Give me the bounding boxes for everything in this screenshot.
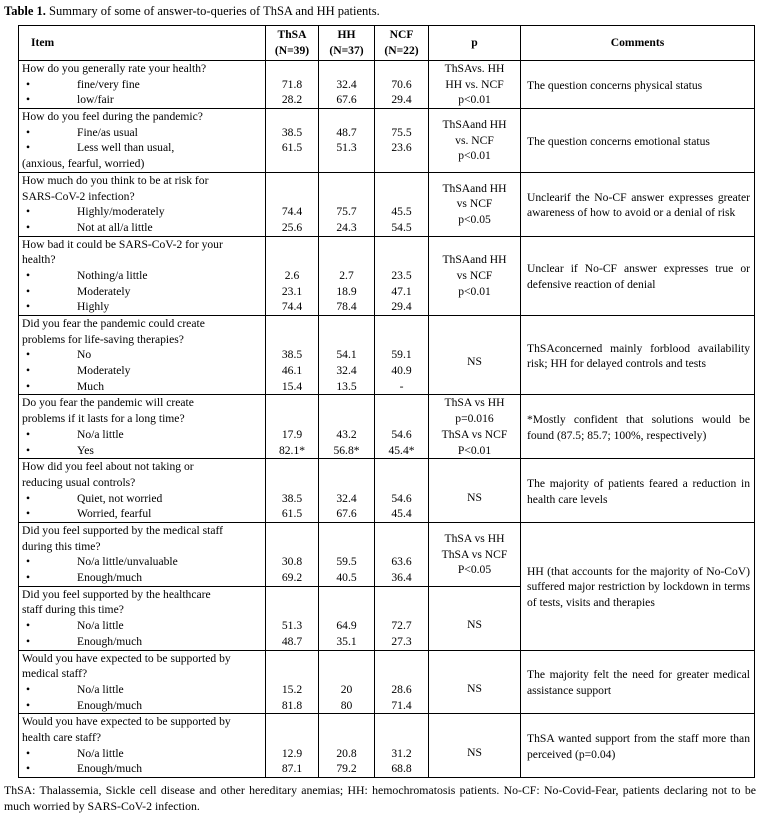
answer-label: Nothing/a little xyxy=(77,268,148,282)
question-text: Did you fear the pandemic could create xyxy=(22,317,205,331)
answer-label: No/a little xyxy=(77,682,124,696)
bullet-icon: • xyxy=(26,348,31,362)
header-item: Item xyxy=(19,26,266,61)
table-row xyxy=(19,395,755,459)
thsa-value: 81.8 xyxy=(281,698,303,712)
answer-option xyxy=(22,698,262,714)
p-value: P<0.05 xyxy=(457,563,492,577)
thsa-value: 61.5 xyxy=(281,141,303,155)
table-footnote: ThSA: Thalassemia, Sickle cell disease and other hereditary anemias; HH: hemochromatosis patients. No-CF: No-Covid-Fear, patients declaring not to be much worried by SARS-CoV-2 infection. xyxy=(4,783,756,813)
ncf-cell xyxy=(375,586,429,650)
hh-value: 43.2 xyxy=(336,427,357,441)
bullet-icon: • xyxy=(26,762,31,776)
comment-cell xyxy=(521,395,755,459)
answer-option xyxy=(22,268,262,284)
p-cell xyxy=(429,714,521,778)
answer-label: Highly/moderately xyxy=(77,205,165,219)
item-cell xyxy=(19,316,266,395)
answer-extra: (anxious, fearful, worried) xyxy=(22,157,145,171)
hh-value: 48.7 xyxy=(336,125,357,139)
question-text: health care staff? xyxy=(22,730,101,744)
answer-label: Fine/as usual xyxy=(77,125,138,139)
p-value: vs NCF xyxy=(456,268,493,282)
answer-option xyxy=(22,618,262,634)
item-cell xyxy=(19,236,266,315)
hh-value: 54.1 xyxy=(336,348,357,362)
comment-cell xyxy=(521,236,755,315)
p-cell xyxy=(429,586,521,650)
table-row xyxy=(19,236,755,315)
question-text: health? xyxy=(22,253,56,267)
p-value: ThSA vs NCF xyxy=(441,427,508,441)
comment-text: *Mostly confident that solutions would be found (87.5; 85.7; 100%, respectively) xyxy=(527,413,750,442)
ncf-value: 68.8 xyxy=(391,762,412,776)
ncf-value: 54.6 xyxy=(391,491,412,505)
hh-cell xyxy=(319,650,375,714)
thsa-value: 17.9 xyxy=(281,427,303,441)
summary-table xyxy=(18,25,755,778)
question-text: Did you feel supported by the medical staff xyxy=(22,524,224,538)
ncf-value: 27.3 xyxy=(391,634,412,648)
thsa-cell xyxy=(266,61,319,109)
answer-label: Worried, fearful xyxy=(77,507,152,521)
bullet-icon: • xyxy=(26,93,31,107)
answer-option xyxy=(22,491,262,507)
ncf-value: 75.5 xyxy=(391,125,412,139)
answer-label: No/a little/unvaluable xyxy=(77,555,178,569)
hh-cell xyxy=(319,523,375,587)
thsa-value: 23.1 xyxy=(281,284,303,298)
hh-cell xyxy=(319,172,375,236)
answer-option xyxy=(22,379,262,395)
comment-cell xyxy=(521,316,755,395)
bullet-icon: • xyxy=(26,205,31,219)
thsa-cell xyxy=(266,586,319,650)
table-row xyxy=(19,61,755,109)
bullet-icon: • xyxy=(26,746,31,760)
answer-option xyxy=(22,746,262,762)
item-cell xyxy=(19,714,266,778)
answer-option xyxy=(22,554,262,570)
question-text: How did you feel about not taking or xyxy=(22,460,194,474)
hh-value: 18.9 xyxy=(336,284,357,298)
ncf-cell xyxy=(375,459,429,523)
comment-text: The question concerns physical status xyxy=(527,78,703,92)
question-text: How bad it could be SARS-CoV-2 for your xyxy=(22,237,223,251)
thsa-cell xyxy=(266,395,319,459)
p-cell xyxy=(429,109,521,173)
thsa-cell xyxy=(266,650,319,714)
answer-option xyxy=(22,427,262,443)
p-cell xyxy=(429,316,521,395)
header-row xyxy=(19,26,755,61)
answer-label: No/a little xyxy=(77,619,124,633)
bullet-icon: • xyxy=(26,77,31,91)
ncf-cell xyxy=(375,61,429,109)
answer-label: No/a little xyxy=(77,427,124,441)
ncf-cell xyxy=(375,316,429,395)
hh-value: 67.6 xyxy=(336,507,357,521)
answer-label: No xyxy=(77,348,92,362)
p-value: p<0.01 xyxy=(458,284,491,298)
question-text: Do you fear the pandemic will create xyxy=(22,396,194,410)
p-value: vs NCF xyxy=(456,197,493,211)
question-text: How do you generally rate your health? xyxy=(22,62,207,75)
hh-value: 59.5 xyxy=(336,555,357,569)
header-ncf: NCF (N=22) xyxy=(375,26,429,61)
comment-cell xyxy=(521,61,755,109)
p-value: P<0.01 xyxy=(457,443,492,457)
hh-value: 40.5 xyxy=(336,571,357,585)
answer-label: Moderately xyxy=(77,284,131,298)
p-value: p<0.05 xyxy=(458,213,491,227)
hh-value: 78.4 xyxy=(336,300,357,314)
hh-value: 35.1 xyxy=(336,634,357,648)
answer-label: Enough/much xyxy=(77,698,143,712)
answer-option xyxy=(22,299,262,315)
hh-value: 51.3 xyxy=(336,141,357,155)
question-text: Would you have expected to be supported by xyxy=(22,651,231,665)
p-value: NS xyxy=(467,745,482,759)
comment-cell xyxy=(521,172,755,236)
answer-option xyxy=(22,682,262,698)
thsa-value: 38.5 xyxy=(281,348,303,362)
bullet-icon: • xyxy=(26,364,31,378)
thsa-cell xyxy=(266,172,319,236)
p-value: vs. NCF xyxy=(455,133,494,147)
thsa-value: 82.1* xyxy=(278,443,306,457)
thsa-cell xyxy=(266,459,319,523)
thsa-value: 30.8 xyxy=(281,555,303,569)
comment-cell xyxy=(521,109,755,173)
question-text: reducing usual controls? xyxy=(22,475,136,489)
hh-value: 2.7 xyxy=(339,268,354,282)
item-cell xyxy=(19,61,266,109)
bullet-icon: • xyxy=(26,268,31,282)
ncf-value: 36.4 xyxy=(391,571,412,585)
hh-value: 24.3 xyxy=(336,220,357,234)
question-text: problems for life-saving therapies? xyxy=(22,332,184,346)
question-text: medical staff? xyxy=(22,667,88,681)
hh-value: 20 xyxy=(340,682,353,696)
p-cell xyxy=(429,236,521,315)
hh-cell xyxy=(319,109,375,173)
p-value: NS xyxy=(467,490,482,504)
comment-text: Unclear if No-CF answer expresses true or defensive reaction of denial xyxy=(527,262,750,291)
table-row xyxy=(19,714,755,778)
bullet-icon: • xyxy=(26,682,31,696)
answer-option xyxy=(22,125,262,141)
thsa-value: 25.6 xyxy=(281,220,303,234)
thsa-cell xyxy=(266,236,319,315)
p-value: p=0.016 xyxy=(455,412,494,426)
item-cell xyxy=(19,459,266,523)
bullet-icon: • xyxy=(26,571,31,585)
answer-label: Enough/much xyxy=(77,762,143,776)
answer-option xyxy=(22,761,262,777)
caption-label: Table 1. xyxy=(4,4,46,18)
comment-cell xyxy=(521,714,755,778)
answer-label: Yes xyxy=(77,443,94,457)
question-text: Did you feel supported by the healthcare xyxy=(22,587,211,601)
hh-cell xyxy=(319,586,375,650)
ncf-value: 29.4 xyxy=(391,93,412,107)
ncf-cell xyxy=(375,172,429,236)
p-value: NS xyxy=(467,618,482,632)
comment-text: The majority felt the need for greater medical assistance support xyxy=(527,668,750,697)
caption-text: Summary of some of answer-to-queries of ThSA and HH patients. xyxy=(45,4,380,18)
question-text: Would you have expected to be supported by xyxy=(22,715,231,729)
bullet-icon: • xyxy=(26,443,31,457)
hh-value: 13.5 xyxy=(336,379,357,393)
comment-text: ThSAconcerned mainly forblood availability risk; HH for delayed controls and tests xyxy=(527,341,750,371)
thsa-value: 12.9 xyxy=(281,746,303,760)
comment-text: ThSA wanted support from the staff more than perceived (p=0.04) xyxy=(527,731,750,761)
ncf-value: 45.5 xyxy=(391,205,412,219)
bullet-icon: • xyxy=(26,427,31,441)
table-row xyxy=(19,459,755,523)
answer-label: Moderately xyxy=(77,364,131,378)
thsa-value: 71.8 xyxy=(281,77,303,91)
item-cell xyxy=(19,523,266,587)
hh-cell xyxy=(319,395,375,459)
thsa-value: 74.4 xyxy=(281,205,303,219)
thsa-value: 15.2 xyxy=(281,682,303,696)
hh-value: 56.8* xyxy=(333,443,360,457)
p-value: ThSA vs HH xyxy=(444,531,505,545)
ncf-cell xyxy=(375,714,429,778)
thsa-value: 38.5 xyxy=(281,491,303,505)
thsa-value: 51.3 xyxy=(281,619,303,633)
header-p: p xyxy=(429,26,521,61)
comment-cell xyxy=(521,650,755,714)
answer-option xyxy=(22,347,262,363)
question-text: problems if it lasts for a long time? xyxy=(22,412,185,426)
p-value: ThSA vs HH xyxy=(444,396,505,410)
thsa-cell xyxy=(266,316,319,395)
hh-cell xyxy=(319,459,375,523)
p-value: ThSAand HH xyxy=(442,181,507,195)
ncf-value: 70.6 xyxy=(391,77,412,91)
comment-text: The majority of patients feared a reduction in health care levels xyxy=(527,476,750,506)
ncf-value: 45.4* xyxy=(388,443,415,457)
comment-text: The question concerns emotional status xyxy=(527,134,710,148)
thsa-value: 61.5 xyxy=(281,507,303,521)
ncf-value: 72.7 xyxy=(391,619,412,633)
ncf-cell xyxy=(375,395,429,459)
header-hh: HH (N=37) xyxy=(319,26,375,61)
p-cell xyxy=(429,650,521,714)
thsa-value: 74.4 xyxy=(281,300,303,314)
answer-label: Highly xyxy=(77,300,110,314)
answer-option xyxy=(22,204,262,220)
answer-label: fine/very fine xyxy=(77,77,140,91)
bullet-icon: • xyxy=(26,555,31,569)
bullet-icon: • xyxy=(26,141,31,155)
bullet-icon: • xyxy=(26,284,31,298)
comment-cell xyxy=(521,459,755,523)
ncf-cell xyxy=(375,650,429,714)
p-value: ThSAvs. HH xyxy=(444,62,505,75)
thsa-cell xyxy=(266,714,319,778)
hh-cell xyxy=(319,316,375,395)
ncf-value: 54.6 xyxy=(391,427,412,441)
hh-cell xyxy=(319,61,375,109)
answer-label: Enough/much xyxy=(77,634,143,648)
hh-value: 64.9 xyxy=(336,619,357,633)
item-cell xyxy=(19,650,266,714)
question-text: How much do you think to be at risk for xyxy=(22,173,209,187)
p-value: NS xyxy=(467,682,482,696)
p-value: p<0.01 xyxy=(458,149,491,163)
p-value: ThSA vs NCF xyxy=(441,547,508,561)
bullet-icon: • xyxy=(26,619,31,633)
ncf-value: 54.5 xyxy=(391,220,412,234)
answer-option xyxy=(22,443,262,459)
question-text: staff during this time? xyxy=(22,603,124,617)
comment-cell xyxy=(521,523,755,651)
comment-text: Unclearif the No-CF answer expresses greater awareness of how to avoid or a denial of risk xyxy=(527,190,750,220)
thsa-value: 69.2 xyxy=(281,571,303,585)
p-cell xyxy=(429,61,521,109)
hh-value: 75.7 xyxy=(336,205,357,219)
answer-label: Much xyxy=(77,379,105,393)
hh-value: 80 xyxy=(340,698,353,712)
ncf-value: 31.2 xyxy=(391,746,412,760)
hh-cell xyxy=(319,714,375,778)
question-text: during this time? xyxy=(22,539,101,553)
thsa-value: 15.4 xyxy=(281,379,303,393)
answer-option xyxy=(22,77,262,93)
ncf-cell xyxy=(375,109,429,173)
ncf-value: 23.5 xyxy=(391,268,412,282)
bullet-icon: • xyxy=(26,220,31,234)
table-row xyxy=(19,109,755,173)
ncf-value: 23.6 xyxy=(391,141,412,155)
hh-value: 32.4 xyxy=(336,77,357,91)
answer-option xyxy=(22,284,262,300)
answer-option xyxy=(22,220,262,236)
ncf-value: 40.9 xyxy=(391,364,412,378)
hh-value: 79.2 xyxy=(336,762,357,776)
thsa-value: 2.6 xyxy=(284,268,300,282)
ncf-value: 63.6 xyxy=(391,555,412,569)
thsa-value: 38.5 xyxy=(281,125,303,139)
p-cell xyxy=(429,395,521,459)
item-cell xyxy=(19,586,266,650)
bullet-icon: • xyxy=(26,300,31,314)
hh-value: 32.4 xyxy=(336,364,357,378)
question-text: How do you feel during the pandemic? xyxy=(22,110,203,124)
answer-label: Enough/much xyxy=(77,571,143,585)
bullet-icon: • xyxy=(26,634,31,648)
p-cell xyxy=(429,172,521,236)
answer-label: Quiet, not worried xyxy=(77,491,163,505)
answer-option xyxy=(22,363,262,379)
bullet-icon: • xyxy=(26,125,31,139)
table-caption xyxy=(4,3,380,19)
answer-label: Not at all/a little xyxy=(77,220,153,234)
item-cell xyxy=(19,172,266,236)
table-row xyxy=(19,316,755,395)
header-thsa: ThSA (N=39) xyxy=(266,26,319,61)
answer-option xyxy=(22,506,262,522)
ncf-cell xyxy=(375,236,429,315)
answer-label: Less well than usual, xyxy=(77,141,175,155)
thsa-cell xyxy=(266,523,319,587)
hh-cell xyxy=(319,236,375,315)
ncf-value: 45.4 xyxy=(391,507,412,521)
ncf-value: - xyxy=(399,379,404,393)
table-row xyxy=(19,172,755,236)
bullet-icon: • xyxy=(26,507,31,521)
p-cell xyxy=(429,459,521,523)
bullet-icon: • xyxy=(26,491,31,505)
answer-option xyxy=(22,92,262,108)
comment-text: HH (that accounts for the majority of No-CoV) suffered major restriction by lockdown in terms of tests, visits and therapies xyxy=(527,564,750,610)
item-cell xyxy=(19,109,266,173)
ncf-value: 28.6 xyxy=(391,682,412,696)
p-value: NS xyxy=(467,355,482,369)
thsa-cell xyxy=(266,109,319,173)
thsa-value: 87.1 xyxy=(281,762,303,776)
p-cell xyxy=(429,523,521,587)
p-value: p<0.01 xyxy=(458,93,491,107)
table-row xyxy=(19,650,755,714)
answer-label: No/a little xyxy=(77,746,124,760)
thsa-value: 48.7 xyxy=(281,634,303,648)
header-comments: Comments xyxy=(521,26,755,61)
question-text: SARS-CoV-2 infection? xyxy=(22,189,135,203)
item-cell xyxy=(19,395,266,459)
ncf-value: 59.1 xyxy=(391,348,412,362)
p-value: ThSAand HH xyxy=(442,253,507,267)
p-value: ThSAand HH xyxy=(442,117,507,131)
hh-value: 32.4 xyxy=(336,491,357,505)
ncf-cell xyxy=(375,523,429,587)
answer-option xyxy=(22,634,262,650)
bullet-icon: • xyxy=(26,379,31,393)
ncf-value: 71.4 xyxy=(391,698,412,712)
thsa-value: 46.1 xyxy=(281,364,303,378)
answer-label: low/fair xyxy=(77,93,114,107)
ncf-value: 47.1 xyxy=(391,284,412,298)
p-value: HH vs. NCF xyxy=(445,77,504,91)
answer-option xyxy=(22,570,262,586)
answer-option xyxy=(22,140,262,156)
hh-value: 20.8 xyxy=(336,746,357,760)
table-row xyxy=(19,523,755,587)
ncf-value: 29.4 xyxy=(391,300,412,314)
thsa-value: 28.2 xyxy=(281,93,303,107)
bullet-icon: • xyxy=(26,698,31,712)
hh-value: 67.6 xyxy=(336,93,357,107)
